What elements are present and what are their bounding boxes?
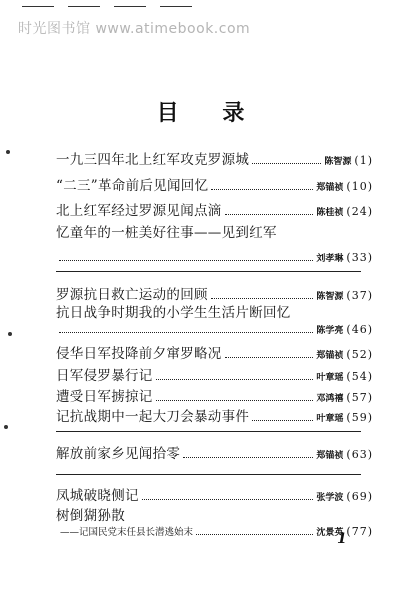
- leader-dots: [183, 457, 313, 458]
- toc-entry: [56, 283, 373, 303]
- entry-author: 陈智源: [324, 157, 352, 167]
- entry-title: 日军侵罗暴行记: [56, 368, 153, 384]
- section-divider: [56, 431, 361, 432]
- top-rule-1: [22, 6, 54, 7]
- entry-author: 沈景英: [316, 528, 344, 538]
- entry-author: 陈桂祯: [316, 208, 344, 218]
- top-rule-3: [114, 6, 146, 7]
- toc-entry: [56, 342, 373, 362]
- entry-page: (10): [346, 180, 373, 193]
- leader-dots: [211, 298, 314, 299]
- leader-dots: [225, 214, 314, 215]
- page-number: 1: [337, 531, 347, 547]
- entry-title: 记抗战期中一起大刀会暴动事件: [56, 409, 250, 425]
- top-rule-4: [160, 6, 192, 7]
- entry-title: 忆童年的一桩美好往事——见到红军: [56, 225, 277, 241]
- entry-title: 罗源抗日救亡运动的回顾: [56, 287, 208, 303]
- entry-author: 刘孝琳: [316, 254, 344, 264]
- watermark: 时光图书馆 www.atimebook.com: [18, 21, 251, 37]
- toc-entry: [56, 484, 373, 504]
- margin-dot-1: [6, 150, 10, 154]
- entry-page: (24): [346, 205, 373, 218]
- entry-page: (63): [346, 448, 373, 461]
- toc-entry: [56, 405, 373, 425]
- entry-author: 郑锚祯: [316, 183, 344, 193]
- leader-dots: [225, 357, 314, 358]
- entry-title: 侵华日军投降前夕窜罗略况: [56, 346, 222, 362]
- entry-title: 一九三四年北上红军攻克罗源城: [56, 152, 250, 168]
- entry-author: 邓鸿禧: [316, 394, 344, 404]
- entry-title: “二三”革命前后见闻回忆: [56, 178, 209, 194]
- leader-dots: [59, 260, 313, 261]
- toc-entry: [56, 364, 373, 384]
- toc-entry: [56, 221, 373, 271]
- entry-page: (59): [346, 411, 373, 424]
- entry-title: 抗日战争时期我的小学生生活片断回忆: [56, 305, 291, 321]
- toc-entry: [56, 301, 373, 343]
- entry-title: 树倒猢狲散: [56, 508, 125, 524]
- leader-dots: [211, 189, 313, 190]
- entry-title: 解放前家乡见闻拾零: [56, 446, 181, 462]
- entry-page: (54): [346, 370, 373, 383]
- entry-author: 叶章瑶: [316, 414, 344, 424]
- leader-dots: [142, 499, 314, 500]
- margin-dot-3: [4, 425, 8, 429]
- entry-page: (37): [346, 289, 373, 302]
- entry-page: (52): [346, 348, 373, 361]
- toc-entry: [56, 174, 373, 194]
- entry-author: 郑锚祯: [316, 451, 344, 461]
- toc-entry: [56, 442, 373, 462]
- leader-dots: [59, 332, 313, 333]
- entry-author: 陈学亮: [316, 326, 344, 336]
- page-title: 目 录: [156, 101, 263, 126]
- toc-entry: [56, 148, 373, 168]
- leader-dots: [156, 379, 314, 380]
- toc-entry: [56, 504, 373, 544]
- top-rule-2: [68, 6, 100, 7]
- margin-dot-2: [8, 332, 12, 336]
- entry-title: 凤城破晓侧记: [56, 488, 139, 504]
- entry-author: 张学波: [316, 493, 344, 503]
- section-divider: [56, 271, 361, 272]
- entry-page: (33): [346, 251, 373, 264]
- leader-dots: [252, 420, 313, 421]
- leader-dots: [252, 163, 321, 164]
- entry-page: (69): [346, 490, 373, 503]
- entry-page: (1): [354, 154, 373, 167]
- leader-dots: [156, 400, 314, 401]
- entry-author: 叶章瑶: [316, 373, 344, 383]
- entry-author: 陈智源: [316, 292, 344, 302]
- entry-title: 北上红军经过罗源见闻点滴: [56, 203, 222, 219]
- entry-author: 郑锚祯: [316, 351, 344, 361]
- toc-entry: [56, 199, 373, 219]
- entry-title: 遭受日军掳掠记: [56, 389, 153, 405]
- entry-page: (46): [346, 323, 373, 336]
- entry-page: (57): [346, 391, 373, 404]
- entry-page: (77): [346, 525, 373, 538]
- leader-dots: [196, 534, 313, 535]
- section-divider: [56, 474, 361, 475]
- entry-subtitle: ——记国民党末任县长潜逃始末: [60, 527, 194, 538]
- toc-entry: [56, 385, 373, 405]
